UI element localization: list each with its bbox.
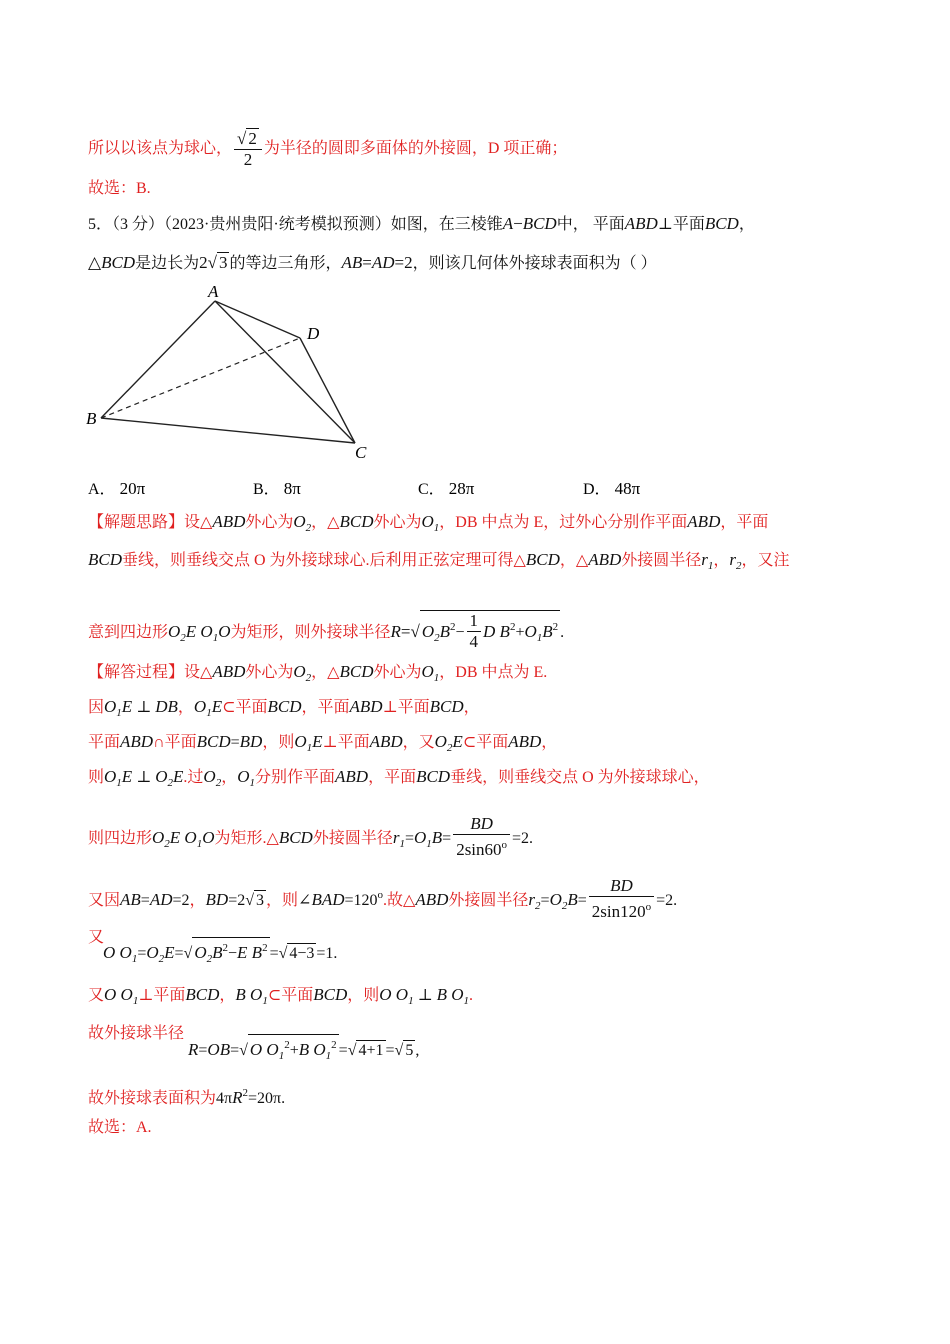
solution-s5c: 外接圆半径: [312, 830, 393, 847]
solution-s4d: ，平面: [368, 769, 417, 786]
math-tetra: A: [502, 214, 514, 233]
solution-s3b: ∩平面: [153, 734, 197, 751]
option-c[interactable]: [418, 476, 474, 499]
solution-s4c: 分别作平面: [255, 769, 336, 786]
q5-stem-f: ，则该几何体外接球表面积为（ ）: [412, 255, 657, 272]
q5-number: 5．: [88, 216, 113, 233]
option-a[interactable]: [88, 476, 145, 499]
solution-line2: 因$O_1E$ ⊥ DB，$O_1E\subset$平面BCD，平面ABD⊥平面BCD，: [88, 697, 480, 719]
solution-s4a: 则: [88, 769, 105, 786]
edge-bd-hidden: [101, 338, 300, 418]
solution-line5: 则四边形$O_2E$ $O_1O$为矩形.△BCD外接圆半径$r_1=O_1B=$ $\frac{BD}{2\sin 60^o}$ =2.: [88, 814, 534, 859]
solution-s5a: 则四边形: [88, 830, 153, 847]
option-b-value: 8π: [283, 479, 301, 498]
solution-s3f: ⊂平面: [462, 734, 509, 751]
radius-numerator: √ 2: [234, 128, 262, 150]
solution-s6b: ，则: [266, 892, 299, 909]
solution-s1e: ，DB 中点为 E.: [439, 664, 548, 681]
vertex-a-label: A: [208, 282, 219, 301]
radius-num-value: 2: [248, 129, 257, 148]
edge-ac: [215, 301, 355, 443]
prev-conclusion-a: 所以以该点为球心，: [88, 140, 233, 157]
solution-s10: 故外接球表面积为: [88, 1090, 217, 1107]
solution-line6: 又因AB=AD=2，BD=2√ 3 ，则$\angle BAD=120^o$.故△ABD外接圆半径$r_2=O_2B=$ $\frac{BD}{2\sin 120^o}$ =2.: [88, 876, 678, 921]
solution-s3d: ⊥平面: [322, 734, 370, 751]
edge-dc: [300, 338, 355, 443]
edge-ab: [101, 301, 215, 418]
solution-s1c: ，△: [311, 664, 340, 681]
analysis-p1: 设△: [184, 514, 213, 531]
q5-header: 5．（3 分）（2023·贵州贵阳·统考模拟预测）如图，在三棱锥A−BCD中， 平面ABD⊥平面BCD，: [88, 214, 755, 233]
analysis-tag: 【解题思路】: [88, 514, 185, 531]
q5-stem-e: 的等边三角形，: [229, 255, 342, 272]
option-a-value: 20π: [119, 479, 146, 498]
analysis-line2: BCD垂线，则垂线交点 O 为外接球球心.后利用正弦定理可得△BCD，△ABD外接圆半径$r_1$，$r_2$，又注: [88, 550, 790, 572]
option-d-letter: D．: [583, 481, 611, 498]
option-a-letter: A．: [88, 481, 116, 498]
solution-s8c: ⊂平面: [267, 987, 314, 1004]
option-d[interactable]: [583, 476, 640, 499]
solution-s3e: ，又: [402, 734, 435, 751]
analysis-l3b: 为矩形，则外接球半径: [230, 624, 391, 641]
q5-score: （3 分）: [112, 216, 165, 233]
analysis-p5: ，DB 中点为 E，过外心分别作平面: [439, 514, 688, 531]
edge-bc: [101, 418, 355, 443]
vertex-c-label: C: [355, 443, 367, 462]
q5-stem-line2: △BCD是边长为2√ 3 的等边三角形，AB=AD=2，则该几何体外接球表面积为（ ）: [88, 253, 657, 272]
solution-line3: 平面ABD∩平面BCD=BD，则$O_1E\perp$平面ABD，又$O_2E\subset$平面ABD，: [88, 732, 558, 754]
q5-stem-a: 如图，在三棱锥: [390, 216, 503, 233]
option-b[interactable]: [253, 476, 301, 499]
analysis-l3a: 意到四边形: [88, 624, 169, 641]
tetrahedron-figure: [80, 280, 380, 465]
solution-tag: 【解答过程】: [88, 664, 185, 681]
prev-choice: 故选：B.: [88, 180, 151, 197]
solution-s4b: .过: [183, 769, 204, 786]
analysis-p6: ，平面: [720, 514, 769, 531]
analysis-p4: 外心为: [373, 514, 422, 531]
solution-s3a: 平面: [88, 734, 121, 751]
solution-s8b: ⊥平面: [138, 987, 186, 1004]
solution-line9: R=OB=√ O $O_1^2+B$ $O_1^2$ =√ 4+1 =√ 5 ,: [188, 1034, 419, 1066]
analysis-line3: 意到四边形$O_2E$ $O_1O$为矩形，则外接球半径R=√ $O_2B^2-$ $\frac{1}{4}$ D $B^2+O_1B^2$ .: [88, 611, 565, 651]
option-c-letter: C．: [418, 481, 445, 498]
solution-s5b: 为矩形.△: [214, 830, 279, 847]
solution-s4e: 垂线，则垂线交点 O 为外接球球心，: [450, 769, 710, 786]
solution-s2d: ⊥平面: [382, 699, 430, 716]
solution-line4: 则$O_1E$ ⊥ $O_2E$.过$O_2$，$O_1$分别作平面ABD，平面BCD垂线，则垂线交点 O 为外接球球心，: [88, 767, 710, 789]
solution-s6a: 又因: [88, 892, 121, 909]
solution-line7: O $O_1=O_2E=√$ $O_2B^2-E$ $B^2$ =√ 4−3 =1.: [103, 937, 337, 969]
solution-s2a: 因: [88, 699, 105, 716]
q5-stem-b: 中， 平面: [556, 216, 625, 233]
solution-line8: 又O $O_1\perp$平面BCD，B $O_1\subset$平面BCD，则O $O_1$ ⊥ B $O_1$.: [88, 985, 474, 1007]
radius-denominator: 2: [243, 150, 253, 169]
solution-s3c: ，则: [262, 734, 295, 751]
radius-fraction: [234, 128, 262, 170]
edge-ad: [215, 301, 300, 338]
vertex-b-label: B: [86, 409, 97, 428]
solution-s8a: 又: [88, 987, 105, 1004]
analysis-p2: 外心为: [245, 514, 294, 531]
option-c-value: 28π: [448, 479, 475, 498]
solution-line10: 故外接球表面积为$4\pi R^2=20\pi$.: [88, 1087, 286, 1107]
solution-line9-label: 故外接球半径: [88, 1025, 185, 1042]
solution-s6c: .故△: [383, 892, 416, 909]
solution-s1d: 外心为: [373, 664, 422, 681]
q5-stem-c: ⊥平面: [657, 216, 705, 233]
solution-s6d: 外接圆半径: [448, 892, 529, 909]
solution-line1: 【解答过程】设△ABD外心为$O_2$，△BCD外心为$O_1$，DB 中点为 E.: [88, 662, 548, 684]
analysis-l2b: ，△: [559, 552, 589, 569]
vertex-d-label: D: [307, 324, 320, 343]
prev-conclusion-b: 为半径的圆即多面体的外接圆，D 项正确；: [263, 140, 568, 157]
analysis-l2a: 垂线，则垂线交点 O 为外接球球心.后利用正弦定理可得△: [122, 552, 526, 569]
solution-s1a: 设△: [184, 664, 213, 681]
q5-stem-d: 是边长为: [135, 255, 200, 272]
prev-conclusion-line: [88, 128, 567, 170]
solution-line7-label: 又: [88, 929, 105, 946]
option-b-letter: B．: [253, 481, 280, 498]
solution-s1b: 外心为: [245, 664, 294, 681]
solution-final: 故选：A.: [88, 1119, 152, 1136]
option-d-value: 48π: [614, 479, 641, 498]
analysis-l2c: 外接圆半径: [621, 552, 702, 569]
q5-source: （2023·贵州贵阳·统考模拟预测）: [164, 216, 391, 233]
analysis-line1: 【解题思路】设△ABD外心为$O_2$，△BCD外心为$O_1$，DB 中点为 E，过外心分别作平面ABD，平面: [88, 512, 769, 534]
analysis-l2d: ，又注: [741, 552, 790, 569]
solution-s2b: ⊂平面: [222, 699, 268, 716]
analysis-p3: ，△: [311, 514, 340, 531]
solution-s8d: ，则: [347, 987, 380, 1004]
solution-s2c: ，平面: [301, 699, 350, 716]
